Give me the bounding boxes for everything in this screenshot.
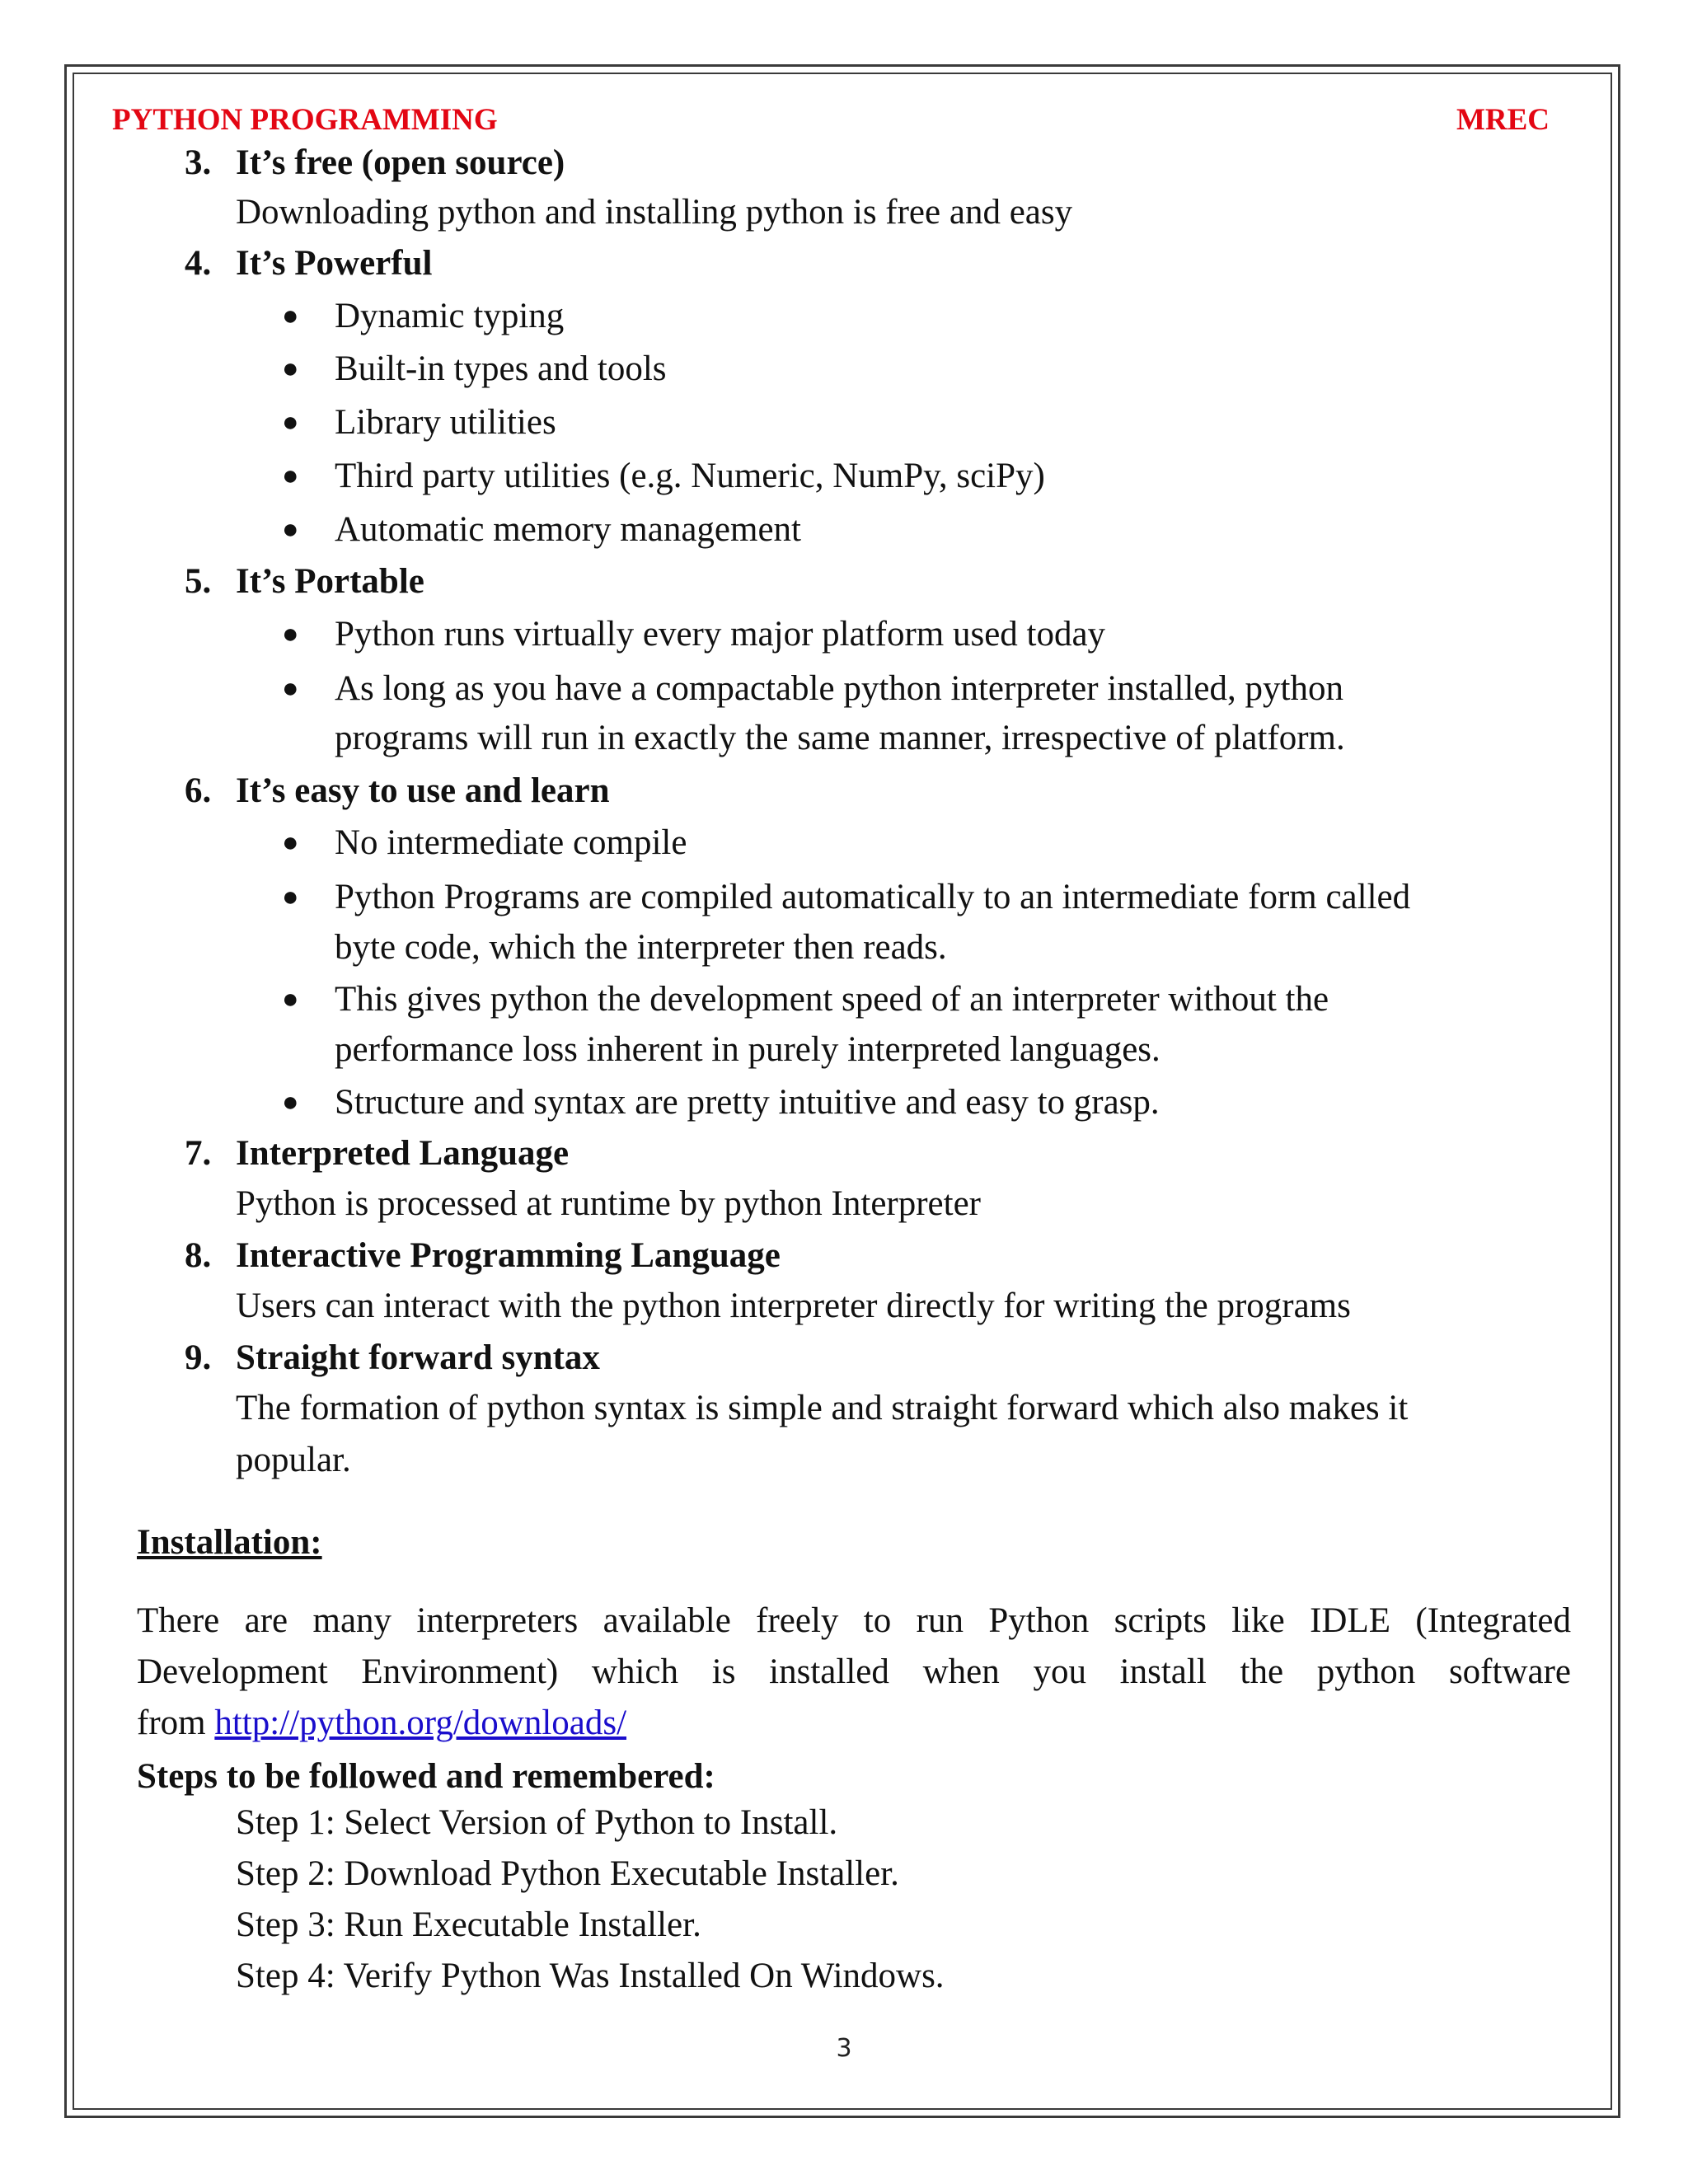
item-title: It’s Powerful bbox=[236, 244, 433, 283]
bullet-text: Python Programs are compiled automatically to an intermediate form called bbox=[335, 878, 1411, 916]
bullet-icon: ● bbox=[282, 984, 299, 1015]
bullet-text: Dynamic typing bbox=[335, 297, 565, 335]
bullet-text: Python runs virtually every major platform used today bbox=[335, 615, 1106, 654]
item-number: 5. bbox=[185, 562, 212, 601]
bullet-text: Third party utilities (e.g. Numeric, NumPy, sciPy) bbox=[335, 457, 1045, 495]
item-text: Python is processed at runtime by python Interpreter bbox=[236, 1184, 981, 1223]
step-text: Step 2: Download Python Executable Installer. bbox=[236, 1854, 899, 1893]
item-text: popular. bbox=[236, 1441, 351, 1479]
bullet-icon: ● bbox=[282, 301, 299, 331]
bullet-text: This gives python the development speed of an interpreter without the bbox=[335, 980, 1329, 1019]
header-course-title: PYTHON PROGRAMMING bbox=[112, 103, 498, 137]
step-text: Step 3: Run Executable Installer. bbox=[236, 1905, 701, 1944]
bullet-text: As long as you have a compactable python interpreter installed, python bbox=[335, 669, 1343, 708]
item-title: Interpreted Language bbox=[236, 1134, 570, 1173]
header-institution: MREC bbox=[1456, 103, 1550, 137]
python-downloads-link[interactable]: http://python.org/downloads/ bbox=[214, 1704, 627, 1742]
bullet-text: Library utilities bbox=[335, 403, 556, 442]
bullet-icon: ● bbox=[282, 461, 299, 491]
item-text: The formation of python syntax is simple and straight forward which also makes it bbox=[236, 1389, 1409, 1427]
item-title: Interactive Programming Language bbox=[236, 1236, 781, 1275]
item-number: 9. bbox=[185, 1338, 212, 1377]
installation-paragraph-line-2: Development Environment) which is installed when you install the python software bbox=[137, 1652, 1571, 1691]
bullet-text: programs will run in exactly the same manner, irrespective of platform. bbox=[335, 719, 1345, 757]
bullet-icon: ● bbox=[282, 882, 299, 912]
bullet-text: byte code, which the interpreter then reads. bbox=[335, 928, 947, 967]
item-number: 6. bbox=[185, 771, 212, 810]
item-title: It’s Portable bbox=[236, 562, 424, 601]
item-text: Users can interact with the python interpreter directly for writing the programs bbox=[236, 1286, 1351, 1325]
bullet-text: performance loss inherent in purely interpreted languages. bbox=[335, 1030, 1160, 1069]
item-title: It’s easy to use and learn bbox=[236, 771, 610, 810]
bullet-icon: ● bbox=[282, 514, 299, 545]
bullet-text: No intermediate compile bbox=[335, 823, 687, 862]
installation-paragraph-line-3 bbox=[137, 1698, 626, 1749]
bullet-icon: ● bbox=[282, 407, 299, 438]
bullet-icon: ● bbox=[282, 619, 299, 649]
page-number: 3 bbox=[836, 2034, 852, 2063]
bullet-icon: ● bbox=[282, 354, 299, 384]
steps-heading: Steps to be followed and remembered: bbox=[137, 1757, 715, 1796]
item-number: 7. bbox=[185, 1134, 212, 1173]
item-title: Straight forward syntax bbox=[236, 1338, 600, 1377]
item-number: 4. bbox=[185, 244, 212, 283]
installation-heading: Installation: bbox=[137, 1523, 322, 1562]
installation-paragraph-line-1: There are many interpreters available freely to run Python scripts like IDLE (Integrated bbox=[137, 1601, 1571, 1640]
paragraph-text: from bbox=[137, 1704, 206, 1742]
bullet-icon: ● bbox=[282, 827, 299, 858]
bullet-icon: ● bbox=[282, 1087, 299, 1118]
step-text: Step 4: Verify Python Was Installed On Windows. bbox=[236, 1957, 945, 1995]
item-title: It’s free (open source) bbox=[236, 143, 565, 182]
bullet-text: Built-in types and tools bbox=[335, 349, 667, 388]
item-text: Downloading python and installing python is free and easy bbox=[236, 193, 1073, 232]
step-text: Step 1: Select Version of Python to Install. bbox=[236, 1803, 838, 1842]
item-number: 3. bbox=[185, 143, 212, 182]
bullet-text: Automatic memory management bbox=[335, 510, 801, 549]
bullet-icon: ● bbox=[282, 673, 299, 704]
bullet-text: Structure and syntax are pretty intuitive and easy to grasp. bbox=[335, 1083, 1160, 1122]
item-number: 8. bbox=[185, 1236, 212, 1275]
